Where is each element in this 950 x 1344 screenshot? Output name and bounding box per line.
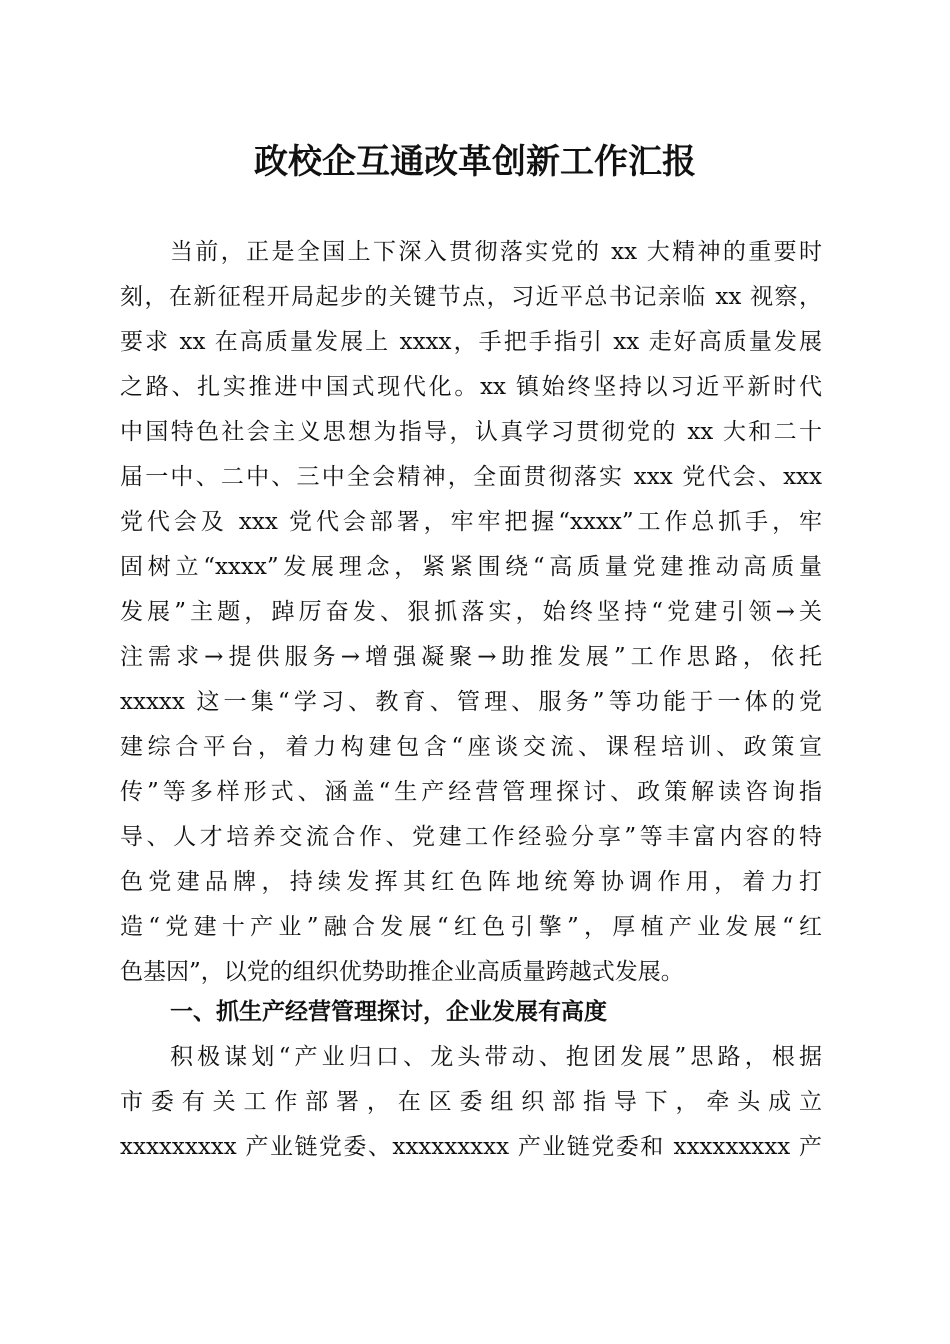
paragraph-line: 注需求→提供服务→增强凝聚→助推发展”工作思路，依托 <box>120 644 822 670</box>
paragraph-line: 当前，正是全国上下深入贯彻落实党的 xx 大精神的重要时 <box>170 239 822 265</box>
section-1-paragraph <box>120 1035 822 1170</box>
paragraph-line: 导、人才培养交流合作、党建工作经验分享”等丰富内容的特 <box>120 824 822 850</box>
intro-paragraph <box>120 230 822 995</box>
paragraph-line: 之路、扎实推进中国式现代化。xx 镇始终坚持以习近平新时代 <box>120 374 822 400</box>
paragraph-line: 党代会及 xxx 党代会部署，牢牢把握“xxxx”工作总抓手，牢 <box>120 509 822 535</box>
paragraph-line: 市委有关工作部署，在区委组织部指导下，牵头成立 <box>120 1089 822 1115</box>
paragraph-line: xxxxx 这一集“学习、教育、管理、服务”等功能于一体的党 <box>120 689 822 715</box>
paragraph-line: 建综合平台，着力构建包含“座谈交流、课程培训、政策宣 <box>120 734 822 760</box>
paragraph-line: 刻，在新征程开局起步的关键节点，习近平总书记亲临 xx 视察， <box>120 284 822 310</box>
paragraph-line: 届一中、二中、三中全会精神，全面贯彻落实 xxx 党代会、xxx <box>120 464 822 490</box>
document-title: 政校企互通改革创新工作汇报 <box>254 142 696 182</box>
paragraph-line: 造“党建十产业”融合发展“红色引擎”，厚植产业发展“红 <box>120 914 822 940</box>
paragraph-line: 色基因”，以党的组织优势助推企业高质量跨越式发展。 <box>120 959 684 985</box>
paragraph-line: 要求 xx 在高质量发展上 xxxx，手把手指引 xx 走好高质量发展 <box>120 329 822 355</box>
paragraph-line: xxxxxxxxx 产业链党委、xxxxxxxxx 产业链党委和 xxxxxxxxx 产 <box>120 1134 822 1160</box>
paragraph-line: 传”等多样形式、涵盖“生产经营管理探讨、政策解读咨询指 <box>120 779 822 805</box>
paragraph-line: 中国特色社会主义思想为指导，认真学习贯彻党的 xx 大和二十 <box>120 419 822 445</box>
paragraph-line: 积极谋划“产业归口、龙头带动、抱团发展”思路，根据 <box>170 1044 822 1070</box>
section-heading: 一、抓生产经营管理探讨，企业发展有高度 <box>170 999 607 1025</box>
paragraph-line: 发展”主题，踔厉奋发、狠抓落实，始终坚持“党建引领→关 <box>120 599 822 625</box>
paragraph-line: 固树立“xxxx”发展理念，紧紧围绕“高质量党建推动高质量 <box>120 554 822 580</box>
paragraph-line: 色党建品牌，持续发挥其红色阵地统筹协调作用，着力打 <box>120 869 822 895</box>
